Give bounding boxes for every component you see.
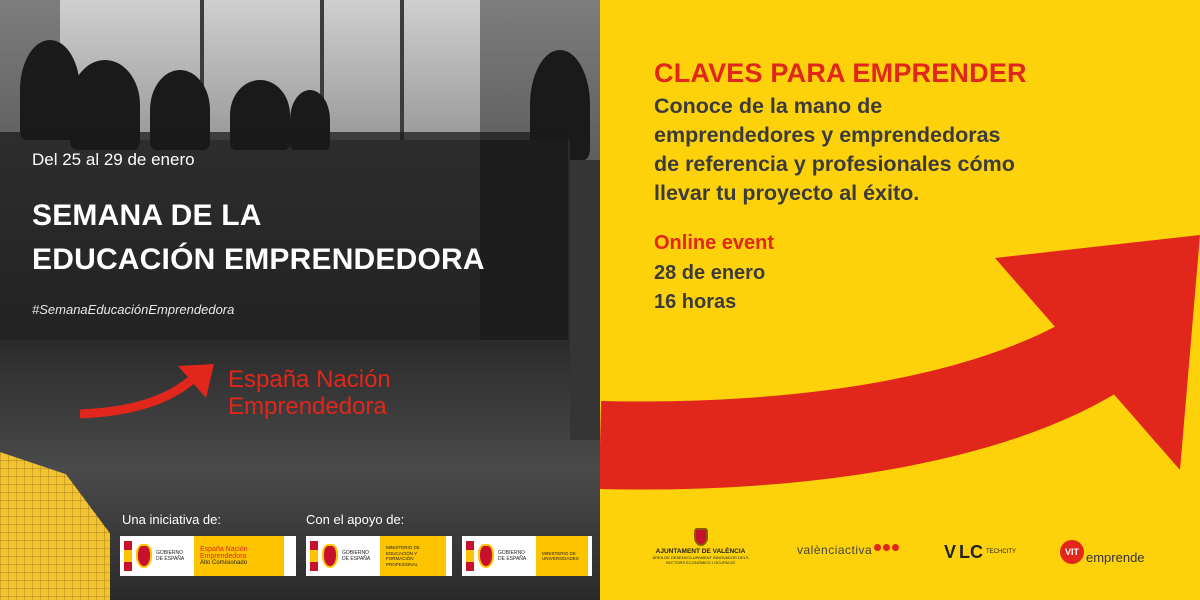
gov-label: GOBIERNO DE ESPAÑA — [342, 550, 371, 562]
description-line: Conoce de la mano de — [654, 94, 883, 118]
description-line: emprendedores y emprendedoras — [654, 123, 1001, 147]
spain-flag-icon — [466, 541, 474, 571]
event-time: 16 horas — [654, 291, 737, 313]
lc-techcity-logo — [944, 542, 1016, 563]
event-date: 28 de enero — [654, 262, 766, 284]
description-line: de referencia y profesionales cómo — [654, 152, 1015, 176]
nation-logo-text — [228, 366, 391, 420]
coat-of-arms-icon — [478, 544, 494, 568]
event-title-line1: SEMANA DE LA — [32, 199, 262, 232]
description-line: llevar tu proyecto al éxito. — [654, 181, 920, 205]
lc-tech: TECHCITY — [986, 549, 1017, 555]
desk — [570, 160, 600, 440]
vit-circle-icon: VIT — [1060, 540, 1084, 564]
logo-name2: Emprendedora — [200, 552, 247, 560]
nation-line1: España Nación — [228, 366, 391, 393]
ayto-name: AJUNTAMENT DE VALÈNCIA — [655, 548, 746, 555]
window-mullion — [400, 0, 404, 140]
right-panel — [600, 0, 1200, 600]
logo-yellow-part — [194, 536, 284, 576]
apoyo-label: Con el apoyo de: — [306, 512, 405, 527]
logo-name: España Nación — [200, 545, 248, 553]
vit-text: emprende — [1086, 550, 1145, 565]
iniciativa-label: Una iniciativa de: — [122, 512, 221, 527]
logo-espana-nacion — [120, 536, 296, 576]
valencia-activa-logo — [797, 543, 899, 557]
coat-of-arms-icon — [136, 544, 152, 568]
gov-label: GOBIERNO DE ESPAÑA — [498, 550, 527, 562]
description — [654, 92, 1124, 208]
gov-label: GOBIERNO DE ESPAÑA — [156, 550, 185, 562]
hashtag: #SemanaEducaciónEmprendedora — [32, 302, 235, 317]
lc-text: LC — [959, 542, 984, 562]
spain-flag-icon — [124, 541, 132, 571]
spain-flag-icon — [310, 541, 318, 571]
event-title-line2: EDUCACIÓN EMPRENDEDORA — [32, 243, 485, 276]
vactiva-dots-icon — [874, 544, 899, 551]
logo-ministerio-universidades — [462, 536, 592, 576]
coat-of-arms-icon — [322, 544, 338, 568]
vit-emprende-logo — [1060, 538, 1145, 565]
logo-sub: Alto Comisionado — [200, 559, 248, 566]
ministry-label: MINISTERIO DE UNIVERSIDADES — [536, 536, 588, 576]
ministry-label: MINISTERIO DE EDUCACIÓN Y FORMACIÓN PROFESIONAL — [380, 536, 446, 576]
event-dates: Del 25 al 29 de enero — [32, 150, 195, 169]
nation-line2: Emprendedora — [228, 393, 387, 420]
online-event-label: Online event — [654, 232, 775, 254]
logo-ministerio-educacion — [306, 536, 452, 576]
ayuntamiento-logo — [648, 528, 753, 565]
vactiva-text: valènciactiva — [797, 543, 873, 557]
lc-v-icon: V — [944, 542, 957, 562]
claves-heading: CLAVES PARA EMPRENDER — [654, 58, 1027, 88]
valencia-shield-icon — [694, 528, 708, 546]
ayto-sub: ÀREA DE DESENVOLUPAMENT INNOVADOR DELS SECTORS ECONÒMICS I OCUPACIÓ — [652, 555, 749, 565]
event-title — [32, 194, 485, 282]
nation-arrow-icon — [78, 362, 218, 422]
